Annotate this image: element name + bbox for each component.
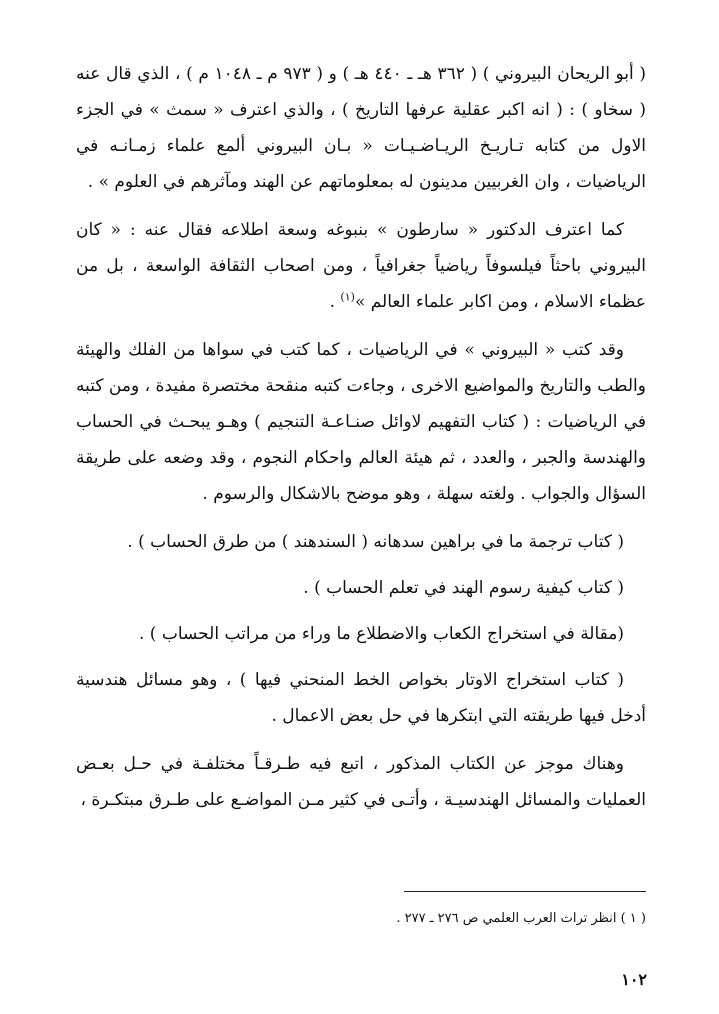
paragraph-text: ( كتاب كيفية رسوم الهند في تعلم الحساب ) . [303, 578, 624, 598]
paragraph-text: وهناك موجز عن الكتاب المذكور ، اتبع فيه طـرقـاً مختلفـة في حـل بعـض العمليات والمسائل الهندسيـة ، وأتـى في كثير مـن المواضـع على طـرق مبتكـرة ، [76, 754, 646, 810]
page-number: ١٠٢ [621, 970, 647, 989]
paragraph-sarton-quote [76, 212, 646, 320]
footnote-reference: (١) [340, 290, 355, 304]
paragraph-text: وقد كتب « البيروني » في الرياضيات ، كما كتب في سواها من الفلك والهيئة والطب والتاريخ والمواضيع الاخرى ، وجاءت كتبه منقحة مختصرة مفيدة ، ومن كتبه في الرياضيات : ( كتاب التفهيم لاوائل صنـاعـة التنجيم ) وهـو يبحـث في الحساب والهندسة والجبر ، والعدد ، ثم هيئة العالم واحكام النجوم ، وقد وضعه على طريقة السؤال والجواب . ولغته سهلة ، وهو موضح بالاشكال والرسوم . [76, 340, 646, 504]
paragraph-tail: . [329, 292, 341, 312]
book-title-indian-arithmetic [76, 570, 646, 606]
main-text-block [76, 56, 646, 830]
paragraph-summary-book [76, 746, 646, 818]
paragraph-text: كما اعترف الدكتور « سارطون » بنبوغه وسعة اطلاعه فقال عنه : « كان البيروني باحثاً فيلسوفاً رياضياً جغرافياً ، ومن اصحاب الثقافة الواسعة ، بل من عظماء الاسلام ، ومن اكابر علماء العالم » [76, 220, 646, 312]
paragraph-biruni-intro [76, 56, 646, 200]
paragraph-text: ( أبو الريحان البيروني ) ( ٣٦٢ هـ ـ ٤٤٠ هـ ) و ( ٩٧٣ م ـ ١٠٤٨ م ) ، الذي قال عنه ( سخاو ) : ( انه اكبر عقلية عرفها التاريخ ) ، والذي اعترف « سمث » في الجزء الاول من كتابه تـاريـخ الريـاضـيـات « بـان البيروني ألمع علماء زمـانـه في الرياضيات ، وان الغربيين مدينون له بمعلوماتهم عن الهند ومآثرهم في العلوم » . [76, 64, 647, 192]
footnote-divider [404, 891, 646, 892]
book-title-cubes-essay [76, 616, 646, 652]
book-title-sidhanta [76, 524, 646, 560]
paragraph-text: ( كتاب ترجمة ما في براهين سدهانه ( السندهند ) من طرق الحساب ) . [127, 532, 624, 552]
paragraph-math-books [76, 332, 646, 512]
footnote: ( ١ ) انظر تراث العرب العلمي ص ٢٧٦ ـ ٢٧٧ . [396, 911, 646, 926]
paragraph-text: (مقالة في استخراج الكعاب والاضطلاع ما وراء من مراتب الحساب ) . [138, 624, 624, 644]
book-title-chords [76, 662, 646, 734]
paragraph-text: ( كتاب استخراج الاوتار بخواص الخط المنحني فيها ) ، وهو مسائل هندسية أدخل فيها طريقته التي ابتكرها في حل بعض الاعمال . [76, 670, 646, 726]
